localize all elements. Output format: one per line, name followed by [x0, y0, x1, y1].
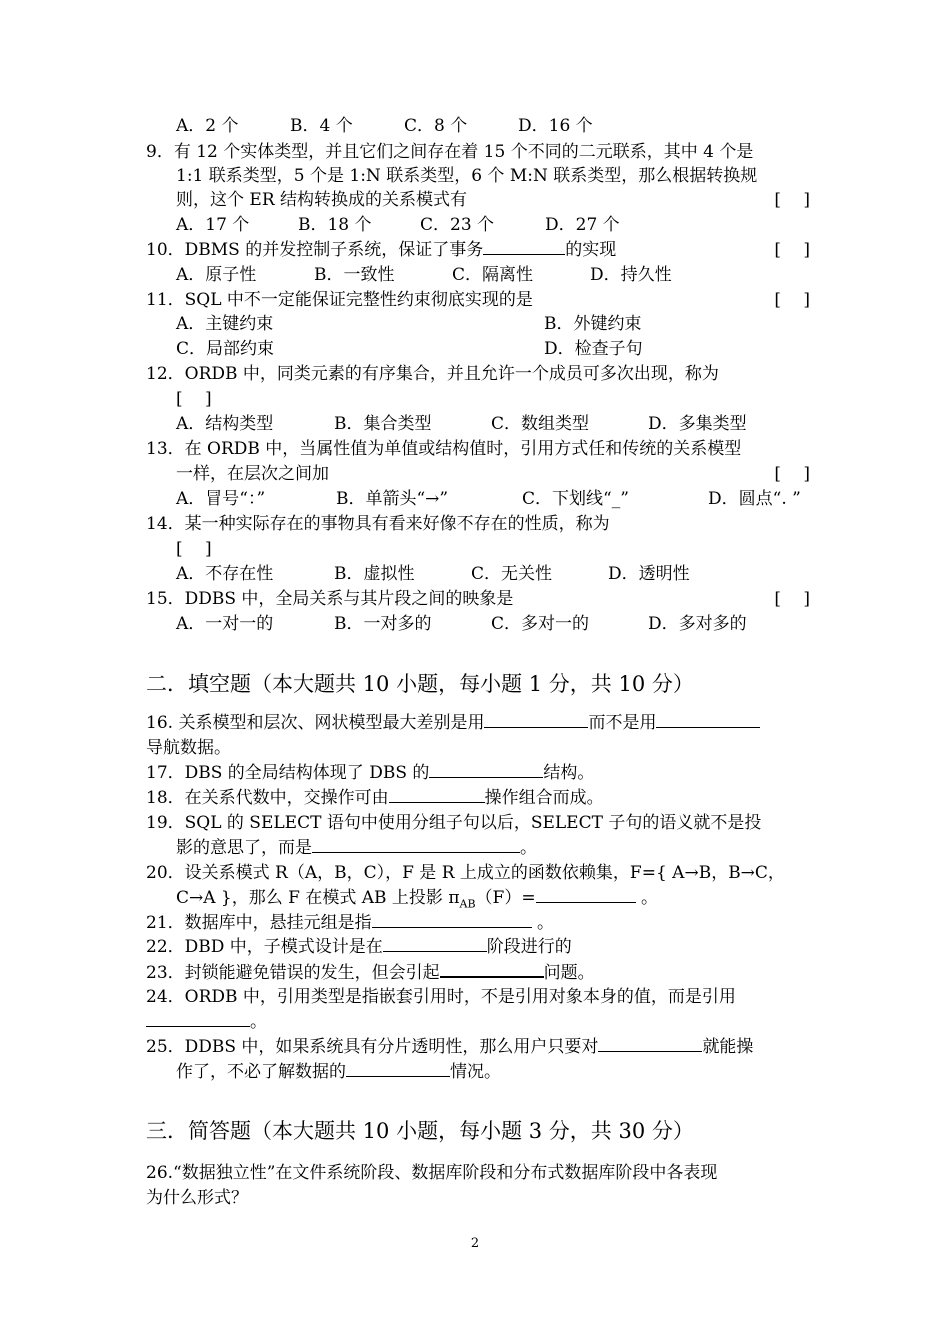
option-b: B．一对多的 [334, 614, 432, 634]
q25-text-b: 就能操 [702, 1037, 754, 1057]
q24-line1: 24．ORDB 中，引用类型是指嵌套引用时，不是引用对象本身的值，而是引用 [146, 987, 736, 1007]
q15-options [176, 612, 810, 636]
q25-line1 [146, 1035, 810, 1059]
q21-text-b: 。 [531, 913, 555, 933]
q25-text-c: 作了，不必了解数据的 [176, 1062, 346, 1082]
q10-line1 [146, 238, 810, 262]
option-d: D．检查子句 [544, 339, 643, 359]
option-b: B．一致性 [314, 265, 395, 285]
q20-text-c: （F）= [475, 888, 536, 908]
q9-line2: 1:1 联系类型，5 个是 1:N 联系类型，6 个 M:N 联系类型，那么根据转换规 [176, 166, 758, 186]
option-b: B．集合类型 [334, 414, 432, 434]
option-a: A．冒号“：” [176, 489, 266, 509]
q9-text: 则，这个 ER 结构转换成的关系模式有 [176, 190, 468, 210]
option-d: D．多集类型 [648, 414, 747, 434]
option-d: D．27 个 [545, 215, 620, 235]
option-b: B．虚拟性 [334, 564, 415, 584]
answer-bracket: [ ] [774, 190, 810, 210]
q13-line1: 13．在 ORDB 中，当属性值为单值或结构值时，引用方式任和传统的关系模型 [146, 439, 742, 459]
answer-bracket: [ ] [774, 589, 810, 609]
q10-options [176, 263, 810, 287]
q21-text-a: 21．数据库中，悬挂元组是指 [146, 913, 372, 933]
q15-line1 [146, 587, 810, 611]
q24-line2 [146, 1010, 810, 1034]
blank [484, 711, 588, 728]
option-d: D．持久性 [590, 265, 672, 285]
option-d: D．16 个 [518, 116, 593, 136]
q22-line [146, 935, 810, 959]
option-a: A．原子性 [176, 265, 257, 285]
q13-line2 [176, 462, 810, 486]
q9-options [176, 213, 810, 237]
option-b: B．4 个 [290, 116, 353, 136]
blank [598, 1035, 702, 1052]
q12-line1: 12．ORDB 中，同类元素的有序集合，并且允许一个成员可多次出现，称为 [146, 364, 719, 384]
blank [383, 935, 487, 952]
q20-line1: 20．设关系模式 R（A，B，C），F 是 R 上成立的函数依赖集，F={ A→B，B→C， [146, 863, 785, 883]
option-a: A．结构类型 [176, 414, 274, 434]
answer-bracket: [ ] [176, 539, 212, 559]
q14-options [176, 562, 810, 586]
option-d: D．圆点“. ” [708, 489, 801, 509]
q23-line [146, 960, 810, 985]
blank [440, 960, 544, 978]
option-b: B．单箭头“→” [336, 489, 449, 509]
q14-line1: 14．某一种实际存在的事物具有看来好像不存在的性质，称为 [146, 514, 610, 534]
q25-line2 [176, 1060, 810, 1084]
blank [429, 761, 543, 778]
q9-line3 [176, 188, 810, 212]
q24-text-b: 。 [250, 1012, 267, 1032]
q10-text-a: 10．DBMS 的并发控制子系统，保证了事务 [146, 240, 484, 260]
option-a: A．17 个 [176, 215, 250, 235]
option-c: C．数组类型 [491, 414, 590, 434]
q26-line1: 26.“数据独立性”在文件系统阶段、数据库阶段和分布式数据库阶段中各表现 [146, 1163, 718, 1183]
q21-line [146, 911, 810, 935]
q9-line1: 9．有 12 个实体类型，并且它们之间存在着 15 个不同的二元联系，其中 4 个是 [146, 142, 754, 162]
q16-text-b: 而不是用 [588, 713, 657, 733]
option-c: C．23 个 [420, 215, 495, 235]
option-a: A．主键约束 [176, 314, 274, 334]
q17-line [146, 761, 810, 785]
option-a: A．2 个 [176, 116, 239, 136]
blank [483, 238, 565, 255]
q10-text-b: 的实现 [565, 240, 617, 260]
q16-line2: 导航数据。 [146, 738, 231, 758]
answer-bracket: [ ] [774, 290, 810, 310]
option-b: B．18 个 [298, 215, 372, 235]
option-c: C．多对一的 [491, 614, 590, 634]
answer-bracket: [ ] [176, 389, 212, 409]
blank [146, 1010, 250, 1027]
q20-text-d: 。 [635, 888, 658, 908]
answer-bracket: [ ] [774, 464, 810, 484]
q26-line2: 为什么形式？ [146, 1188, 248, 1208]
q22-text-a: 22．DBD 中，子模式设计是在 [146, 937, 383, 957]
q17-text-b: 结构。 [543, 763, 595, 783]
q8-options [176, 114, 810, 138]
q23-text-a: 23．封锁能避免错误的发生，但会引起 [146, 963, 440, 983]
q19-text-c: 。 [520, 838, 537, 858]
q11-text: 11．SQL 中不一定能保证完整性约束彻底实现的是 [146, 290, 533, 310]
option-c: C．8 个 [404, 116, 468, 136]
q20-text-b: C→A }，那么 F 在模式 AB 上投影 π [176, 888, 460, 908]
q17-text-a: 17．DBS 的全局结构体现了 DBS 的 [146, 763, 430, 783]
q13-options [176, 487, 810, 511]
q18-text-b: 操作组合而成。 [484, 788, 604, 808]
option-c: C．隔离性 [452, 265, 534, 285]
q18-line [146, 786, 810, 810]
page-number: 2 [470, 1236, 480, 1251]
q15-text: 15．DDBS 中，全局关系与其片段之间的映象是 [146, 589, 514, 609]
q19-text-b: 影的意思了，而是 [176, 838, 312, 858]
q11-line1 [146, 288, 810, 312]
q22-text-b: 阶段进行的 [486, 937, 572, 957]
option-c: C．无关性 [471, 564, 553, 584]
blank [656, 711, 760, 728]
q12-options [176, 412, 810, 436]
section-heading-short-answer: 三．简答题（本大题共 10 小题，每小题 3 分，共 30 分） [146, 1119, 694, 1143]
answer-bracket: [ ] [774, 240, 810, 260]
q25-text-d: 情况。 [450, 1062, 501, 1082]
q11-options-row1 [176, 312, 810, 336]
option-d: D．透明性 [608, 564, 690, 584]
q19-line1: 19．SQL 的 SELECT 语句中使用分组子句以后，SELECT 子句的语义就不是投 [146, 813, 762, 833]
q13-text: 一样，在层次之间加 [176, 464, 329, 484]
option-c: C．下划线“_” [522, 489, 629, 509]
section-heading-fill-in: 二．填空题（本大题共 10 小题，每小题 1 分，共 10 分） [146, 672, 694, 696]
blank [346, 1060, 450, 1077]
q16-line1 [146, 711, 810, 735]
option-a: A．不存在性 [176, 564, 274, 584]
q19-line2 [176, 836, 810, 860]
q23-text-b: 问题。 [543, 963, 595, 983]
option-a: A．一对一的 [176, 614, 274, 634]
option-c: C．局部约束 [176, 339, 275, 359]
q16-text-a: 16. 关系模型和层次、网状模型最大差别是用 [146, 713, 485, 733]
option-b: B．外键约束 [544, 314, 642, 334]
q25-text-a: 25．DDBS 中，如果系统具有分片透明性，那么用户只要对 [146, 1037, 599, 1057]
blank [372, 911, 532, 928]
q20-subscript: AB [459, 897, 476, 911]
q11-options-row2 [176, 337, 810, 361]
blank [312, 836, 520, 853]
option-d: D．多对多的 [648, 614, 747, 634]
q18-text-a: 18．在关系代数中，交操作可由 [146, 788, 389, 808]
blank [536, 886, 636, 903]
blank [389, 786, 485, 803]
